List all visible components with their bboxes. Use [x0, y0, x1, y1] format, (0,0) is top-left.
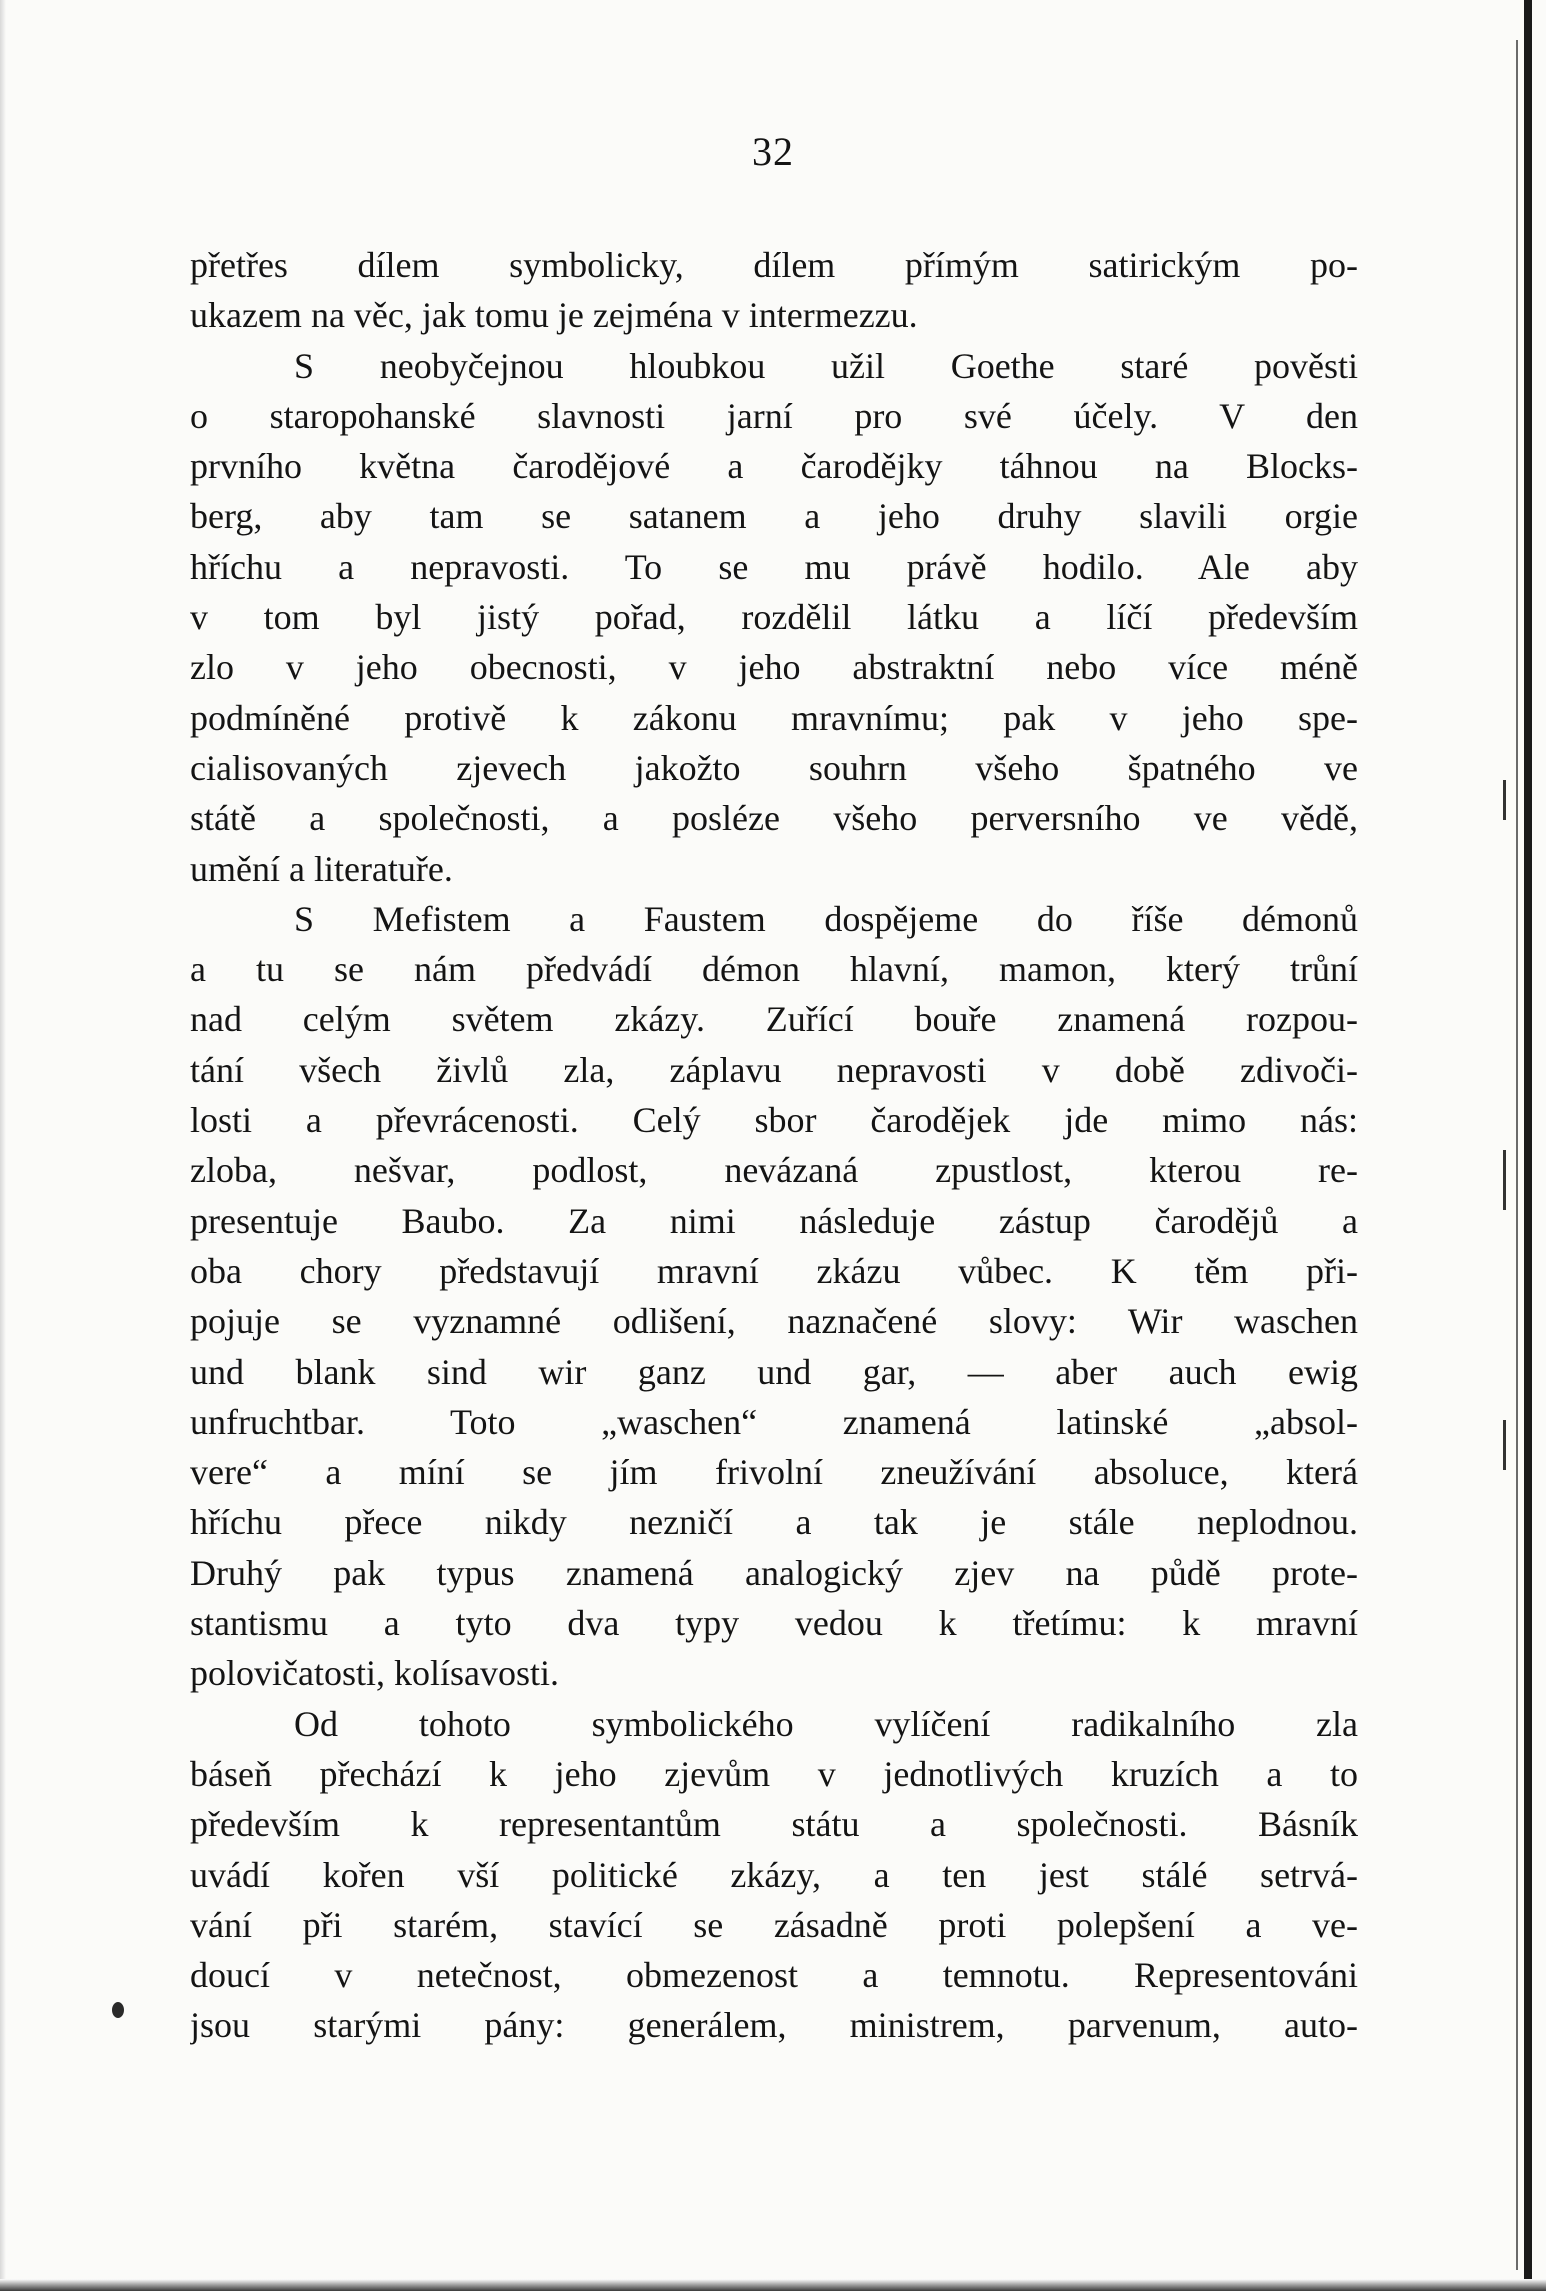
- ink-speck: [112, 2002, 124, 2018]
- text-line: unfruchtbar. Toto „waschen“ znamená latinské „absol-: [190, 1401, 1358, 1442]
- text-line: státě a společnosti, a posléze všeho perversního ve vědě,: [190, 798, 1358, 839]
- text-line: tání všech živlů zla, záplavu nepravosti v době zdivoči-: [190, 1049, 1358, 1090]
- text-line: polovičatosti, kolísavosti.: [190, 1653, 559, 1694]
- page-right-rule: [1516, 40, 1518, 2270]
- text-line: stantismu a tyto dva typy vedou k třetímu: k mravní: [190, 1603, 1358, 1644]
- text-line: vání při starém, stavící se zásadně proti polepšení a ve-: [190, 1904, 1358, 1945]
- text-line: Od tohoto symbolického vylíčení radikalního zla: [294, 1703, 1358, 1744]
- page-right-border: [1524, 0, 1532, 2291]
- page-bottom-shadow: [0, 2279, 1546, 2291]
- margin-mark: [1503, 1150, 1506, 1210]
- text-line: nad celým světem zkázy. Zuřící bouře znamená rozpou-: [190, 999, 1358, 1040]
- body-text: [190, 240, 1358, 2051]
- text-line: báseň přechází k jeho zjevům v jednotlivých kruzích a to: [190, 1753, 1358, 1794]
- text-line: přetřes dílem symbolicky, dílem přímým satirickým po-: [190, 245, 1358, 285]
- page-left-shadow: [0, 0, 6, 2291]
- text-line: vere“ a míní se jím frivolní zneužívání absoluce, která: [190, 1452, 1358, 1493]
- text-line: cialisovaných zjevech jakožto souhrn všeho špatného ve: [190, 747, 1358, 788]
- text-line: Druhý pak typus znamená analogický zjev na půdě prote-: [190, 1552, 1358, 1593]
- text-line: uvádí kořen vší politické zkázy, a ten jest stálé setrvá-: [190, 1854, 1358, 1895]
- text-line: S neobyčejnou hloubkou užil Goethe staré pověsti: [294, 345, 1358, 386]
- margin-mark: [1503, 780, 1506, 820]
- text-line: jsou starými pány: generálem, ministrem, parvenum, auto-: [190, 2005, 1358, 2046]
- text-line: o staropohanské slavnosti jarní pro své účely. V den: [190, 395, 1358, 436]
- text-line: hříchu přece nikdy nezničí a tak je stále neplodnou.: [190, 1502, 1358, 1543]
- text-line: und blank sind wir ganz und gar, — aber auch ewig: [190, 1351, 1358, 1392]
- page-number: 32: [752, 129, 794, 174]
- text-line: podmíněné protivě k zákonu mravnímu; pak v jeho spe-: [190, 697, 1358, 738]
- text-line: doucí v netečnost, obmezenost a temnotu. Representováni: [190, 1955, 1358, 1996]
- text-line: zloba, nešvar, podlost, nevázaná zpustlost, kterou re-: [190, 1150, 1358, 1191]
- text-line: oba chory představují mravní zkázu vůbec. K těm při-: [190, 1250, 1358, 1291]
- text-line: ukazem na věc, jak tomu je zejména v intermezzu.: [190, 295, 918, 336]
- text-line: pojuje se vyznamné odlišení, naznačené slovy: Wir waschen: [190, 1301, 1358, 1342]
- text-line: v tom byl jistý pořad, rozdělil látku a líčí především: [190, 597, 1358, 638]
- text-line: presentuje Baubo. Za nimi následuje zástup čarodějů a: [190, 1200, 1358, 1241]
- text-line: prvního května čarodějové a čarodějky táhnou na Blocks-: [190, 446, 1358, 487]
- text-line: a tu se nám předvádí démon hlavní, mamon, který trůní: [190, 949, 1358, 990]
- text-line: S Mefistem a Faustem dospějeme do říše démonů: [294, 898, 1358, 939]
- text-line: berg, aby tam se satanem a jeho druhy slavili orgie: [190, 496, 1358, 537]
- text-line: umění a literatuře.: [190, 848, 453, 889]
- text-line: především k representantům státu a společnosti. Básník: [190, 1804, 1358, 1845]
- margin-mark: [1503, 1420, 1506, 1470]
- text-line: losti a převrácenosti. Celý sbor čarodějek jde mimo nás:: [190, 1100, 1358, 1141]
- text-line: hříchu a nepravosti. To se mu právě hodilo. Ale aby: [190, 546, 1358, 587]
- text-line: zlo v jeho obecnosti, v jeho abstraktní nebo více méně: [190, 647, 1358, 688]
